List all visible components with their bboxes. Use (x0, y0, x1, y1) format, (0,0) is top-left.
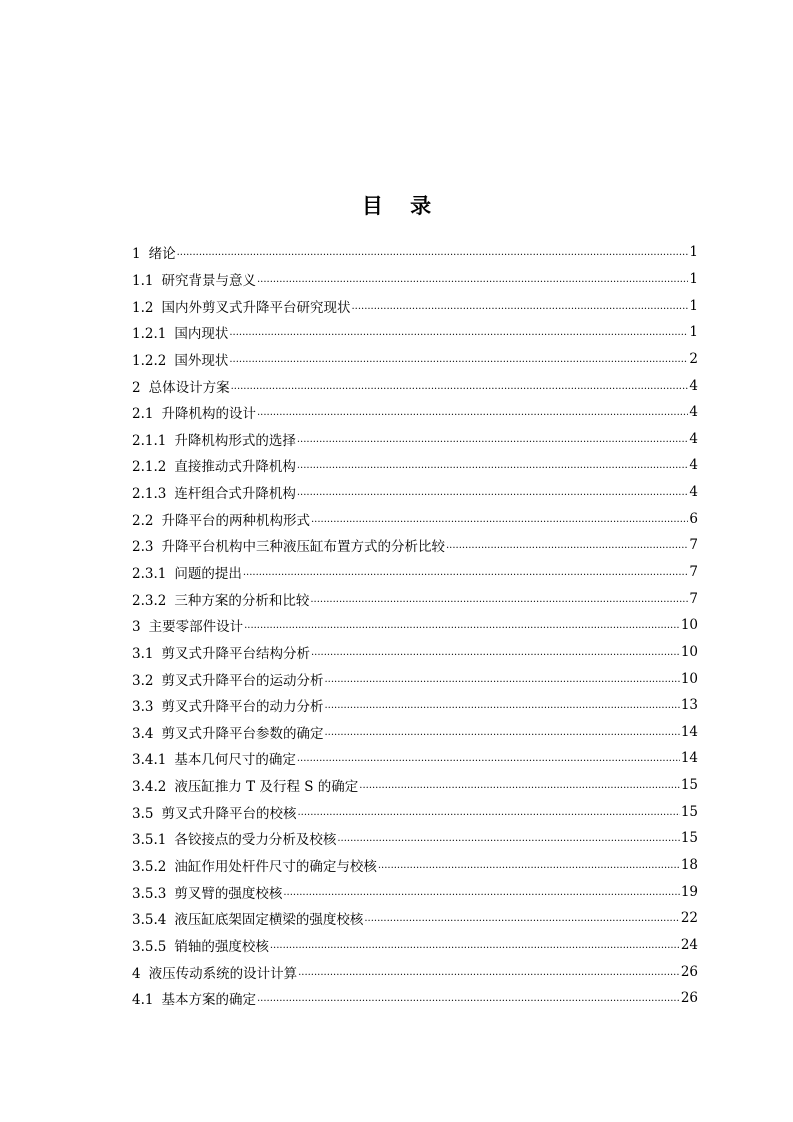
toc-entry-text: 三种方案的分析和比较 (174, 592, 310, 609)
toc-entry-number: 3.5.4 (132, 912, 167, 929)
toc-entry-page: 4 (689, 377, 698, 394)
dot-leader (177, 246, 689, 260)
toc-entry-number: 2.1.3 (132, 486, 167, 503)
toc-entry-label (132, 908, 363, 928)
toc-entry-label (132, 482, 296, 502)
toc-entry-text: 剪叉式升降平台结构分析 (161, 645, 310, 662)
toc-entry[interactable] (132, 798, 698, 825)
toc-entry[interactable] (132, 399, 698, 426)
toc-entry-page: 15 (680, 777, 698, 794)
toc-entry-text: 剪叉臂的强度校核 (174, 885, 283, 902)
toc-entry-page: 4 (689, 430, 698, 447)
toc-entry-label (132, 882, 282, 902)
toc-entry-text: 升降平台机构中三种液压缸布置方式的分析比较 (161, 539, 445, 556)
toc-entry-number: 3.4.1 (132, 752, 167, 769)
toc-entry-page: 4 (689, 484, 698, 501)
toc-entry-label (132, 509, 310, 529)
dot-leader (337, 832, 679, 846)
toc-entry-label (132, 962, 297, 982)
toc-entry-number: 3.2 (132, 672, 154, 689)
dot-leader (446, 539, 688, 553)
toc-entry-text: 剪叉式升降平台的动力分析 (161, 699, 324, 716)
toc-entry-number: 3.5.3 (132, 885, 167, 902)
toc-entry[interactable] (132, 692, 698, 719)
toc-entry[interactable] (132, 852, 698, 879)
toc-entry[interactable] (132, 585, 698, 612)
toc-entry-page: 14 (680, 750, 698, 767)
toc-entry-number: 4.1 (132, 992, 154, 1009)
toc-entry-page: 7 (689, 564, 698, 580)
toc-entry-label (132, 242, 176, 262)
toc-entry-text: 问题的提出 (174, 566, 242, 582)
toc-entry-page: 10 (680, 670, 698, 687)
toc-entry[interactable] (132, 825, 698, 852)
toc-entry[interactable] (132, 452, 698, 479)
toc-entry[interactable] (132, 292, 698, 319)
toc-entry[interactable] (132, 719, 698, 746)
toc-entry-label (132, 322, 228, 342)
dot-leader (257, 273, 688, 287)
dot-leader (229, 326, 688, 340)
toc-entry-label (132, 642, 310, 662)
dot-leader (324, 726, 679, 740)
toc-entry-text: 连杆组合式升降机构 (174, 486, 296, 503)
dot-leader (310, 593, 688, 607)
toc-entry[interactable] (132, 665, 698, 692)
toc-entry[interactable] (132, 505, 698, 532)
toc-entry[interactable] (132, 372, 698, 399)
toc-entry-page: 7 (689, 590, 698, 607)
toc-entry-number: 3.4 (132, 725, 154, 742)
dot-leader (324, 699, 679, 713)
toc-entry-label (132, 402, 256, 422)
dot-leader (229, 353, 688, 367)
toc-entry-page: 4 (689, 457, 698, 474)
dot-leader (351, 300, 688, 314)
toc-entry[interactable] (132, 479, 698, 506)
toc-entry-number: 3 (132, 619, 141, 636)
toc-entry-number: 3.4.2 (132, 779, 167, 796)
toc-entry-label (132, 269, 256, 289)
dot-leader (311, 646, 680, 660)
toc-entry-number: 1 (132, 246, 141, 263)
toc-entry-text: 液压缸推力 T 及行程 S 的确定 (174, 779, 359, 796)
dot-leader (297, 433, 689, 447)
dot-leader (297, 486, 689, 500)
toc-entry-page: 26 (680, 990, 698, 1007)
toc-entry-number: 3.5.1 (132, 832, 167, 849)
dot-leader (297, 806, 679, 820)
dot-leader (257, 992, 680, 1006)
toc-entry-page: 2 (689, 350, 698, 367)
toc-entry-text: 油缸作用处杆件尺寸的确定与校核 (174, 859, 377, 876)
toc-entry-number: 2.3 (132, 539, 154, 556)
toc-entry-page: 7 (689, 537, 698, 554)
toc-entry-page: 1 (689, 270, 698, 287)
toc-entry[interactable] (132, 639, 698, 666)
toc-entry[interactable] (132, 319, 698, 346)
toc-entry-label (132, 535, 445, 555)
toc-entry-text: 基本几何尺寸的确定 (174, 752, 296, 769)
toc-entry-text: 升降机构形式的选择 (174, 432, 296, 449)
dot-leader (257, 406, 688, 420)
toc-entry-number: 2.1.2 (132, 459, 167, 476)
toc-entry-number: 3.5 (132, 805, 154, 822)
toc-entry-page: 10 (680, 643, 698, 660)
toc-entry[interactable] (132, 532, 698, 559)
toc-entry-label (132, 695, 323, 715)
toc-entry-text: 绪论 (148, 246, 176, 263)
toc-entry-number: 2.2 (132, 512, 154, 529)
toc-entry-number: 1.2 (132, 299, 154, 316)
toc-entry-page: 24 (680, 936, 698, 953)
dot-leader (359, 779, 680, 793)
toc-entry-label (132, 349, 228, 369)
toc-entry[interactable] (132, 772, 698, 799)
toc-entry-text: 液压传动系统的设计计算 (148, 965, 298, 982)
dot-leader (297, 459, 689, 473)
toc-entry-number: 2.3.2 (132, 592, 167, 609)
toc-entry-page: 1 (689, 297, 698, 314)
toc-entry-page: 22 (680, 910, 698, 927)
toc-entry-label (132, 988, 256, 1008)
toc-entry-label (132, 455, 296, 475)
toc-entry-label (132, 615, 243, 635)
toc-entry-label (132, 722, 323, 742)
toc-entry-number: 2.1.1 (132, 432, 167, 449)
toc-entry-text: 直接推动式升降机构 (174, 459, 296, 476)
toc-entry-label (132, 562, 242, 582)
toc-entry-text: 国外现状 (174, 352, 229, 369)
toc-list (132, 239, 698, 1012)
toc-entry-text: 国内现状 (174, 326, 229, 343)
toc-entry-text: 国内外剪叉式升降平台研究现状 (161, 299, 351, 316)
toc-entry[interactable] (132, 878, 698, 905)
toc-entry-label (132, 802, 296, 822)
dot-leader (378, 859, 680, 873)
toc-entry-number: 3.1 (132, 645, 154, 662)
toc-entry-label (132, 748, 296, 768)
dot-leader (311, 513, 688, 527)
toc-entry-number: 1.2.1 (132, 326, 167, 343)
toc-entry-text: 剪叉式升降平台的校核 (161, 805, 297, 822)
toc-entry[interactable] (132, 612, 698, 639)
dot-leader (298, 966, 680, 980)
toc-entry[interactable] (132, 932, 698, 959)
toc-entry-number: 1.1 (132, 272, 154, 289)
toc-entry-number: 2.1 (132, 406, 154, 423)
toc-entry-page: 4 (689, 404, 698, 421)
toc-entry-text: 各铰接点的受力分析及校核 (174, 832, 337, 849)
toc-entry[interactable] (132, 559, 698, 586)
toc-entry-page: 1 (689, 324, 698, 341)
toc-entry-page: 10 (680, 617, 698, 634)
toc-entry-text: 研究背景与意义 (161, 272, 256, 289)
toc-entry-number: 3.5.5 (132, 938, 167, 955)
toc-entry-number: 3.5.2 (132, 859, 167, 876)
toc-entry-label (132, 589, 309, 609)
dot-leader (364, 912, 679, 926)
toc-entry-page: 6 (689, 510, 698, 527)
toc-entry[interactable] (132, 239, 698, 266)
toc-entry-text: 剪叉式升降平台的运动分析 (161, 672, 324, 689)
toc-entry[interactable] (132, 266, 698, 293)
toc-entry-page: 15 (680, 830, 698, 847)
toc-entry-text: 升降机构的设计 (161, 406, 256, 423)
toc-entry[interactable] (132, 745, 698, 772)
toc-entry-text: 剪叉式升降平台参数的确定 (161, 725, 324, 742)
toc-entry-label (132, 775, 358, 795)
dot-leader (283, 886, 679, 900)
dot-leader (243, 566, 689, 580)
toc-entry-number: 4 (132, 965, 141, 982)
dot-leader (244, 619, 680, 633)
toc-entry-text: 基本方案的确定 (161, 992, 256, 1009)
toc-entry-text: 主要零部件设计 (148, 619, 244, 636)
toc-entry-number: 1.2.2 (132, 352, 167, 369)
toc-entry-label (132, 296, 350, 316)
toc-entry-label (132, 855, 377, 875)
dot-leader (297, 752, 680, 766)
toc-entry-text: 总体设计方案 (148, 379, 230, 396)
toc-entry-text: 销轴的强度校核 (174, 938, 269, 955)
toc-entry-label (132, 828, 336, 848)
toc-entry[interactable] (132, 346, 698, 373)
toc-entry-page: 18 (680, 857, 698, 874)
toc-entry-label (132, 429, 296, 449)
toc-entry-page: 15 (680, 803, 698, 820)
dot-leader (324, 673, 679, 687)
toc-entry-page: 26 (680, 963, 698, 980)
toc-entry-page: 14 (680, 723, 698, 740)
toc-entry-label (132, 935, 269, 955)
toc-title: 目 录 (361, 194, 442, 218)
toc-entry-page: 13 (680, 697, 698, 714)
toc-entry-label (132, 376, 230, 396)
toc-entry[interactable] (132, 985, 698, 1012)
toc-entry[interactable] (132, 425, 698, 452)
toc-entry[interactable] (132, 905, 698, 932)
toc-entry-text: 升降平台的两种机构形式 (161, 512, 310, 529)
toc-entry[interactable] (132, 958, 698, 985)
toc-entry-page: 1 (689, 244, 698, 261)
toc-entry-number: 2 (132, 379, 141, 396)
toc-entry-text: 液压缸底架固定横梁的强度校核 (174, 912, 364, 929)
toc-entry-number: 2.3.1 (132, 566, 167, 582)
toc-entry-label (132, 669, 323, 689)
dot-leader (231, 380, 689, 394)
dot-leader (270, 939, 680, 953)
toc-entry-number: 3.3 (132, 699, 154, 716)
toc-entry-page: 19 (680, 883, 698, 900)
